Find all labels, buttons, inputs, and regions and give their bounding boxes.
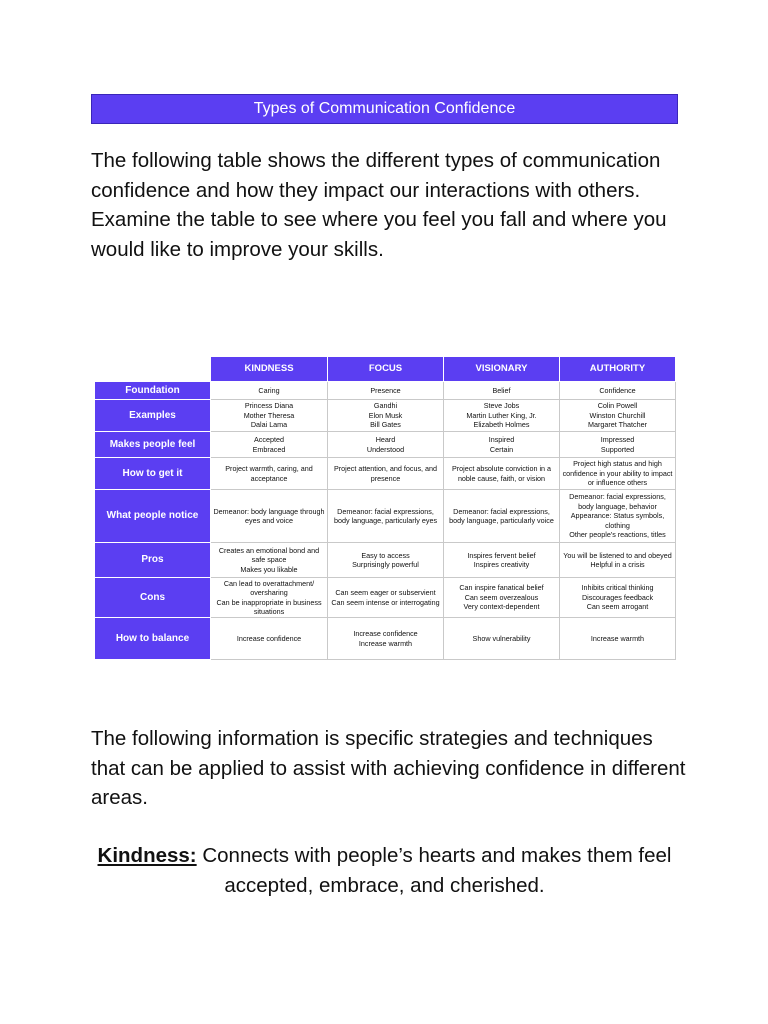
table-cell: Colin Powell Winston Churchill Margaret Thatcher (560, 400, 676, 432)
table-cell: Increase confidence Increase warmth (328, 618, 444, 660)
column-header-kindness: KINDNESS (211, 357, 328, 382)
table-row (95, 490, 676, 543)
strategies-paragraph: The following information is specific strategies and techniques that can be applied to assist with achieving confidence in different areas. (91, 727, 686, 809)
table-cell: Inspired Certain (444, 432, 560, 458)
table-cell: Confidence (560, 382, 676, 400)
intro-paragraph: The following table shows the different types of communication confidence and how they impact our interactions with others. Examine the table to see where you feel you fall and where you would like to improve your skills. (91, 149, 667, 261)
table-row (95, 543, 676, 578)
table-cell: Demeanor: facial expressions, body language, particularly voice (444, 490, 560, 543)
table-cell: Project attention, and focus, and presence (328, 458, 444, 490)
row-header-examples: Examples (95, 400, 211, 432)
table-cell: Show vulnerability (444, 618, 560, 660)
table-cell: Demeanor: facial expressions, body language, particularly eyes (328, 490, 444, 543)
row-header-makes-people-feel: Makes people feel (95, 432, 211, 458)
table-row (95, 400, 676, 432)
table-cell: Presence (328, 382, 444, 400)
table-cell: Project absolute conviction in a noble cause, faith, or vision (444, 458, 560, 490)
table-row (95, 458, 676, 490)
table-cell: Easy to access Surprisingly powerful (328, 543, 444, 578)
table-cell: Heard Understood (328, 432, 444, 458)
table-cell: Creates an emotional bond and safe space Makes you likable (211, 543, 328, 578)
table-cell: Project warmth, caring, and acceptance (211, 458, 328, 490)
table-row (95, 432, 676, 458)
row-header-what-people-notice: What people notice (95, 490, 211, 543)
table-cell: Increase warmth (560, 618, 676, 660)
table-cell: Accepted Embraced (211, 432, 328, 458)
table-cell: Gandhi Elon Musk Bill Gates (328, 400, 444, 432)
table-cell: Inhibits critical thinking Discourages feedback Can seem arrogant (560, 578, 676, 618)
table-cell: Princess Diana Mother Theresa Dalai Lama (211, 400, 328, 432)
row-header-how-to-balance: How to balance (95, 618, 211, 660)
row-header-pros: Pros (95, 543, 211, 578)
table-row (95, 618, 676, 660)
column-header-authority: AUTHORITY (560, 357, 676, 382)
table-cell: Impressed Supported (560, 432, 676, 458)
table-corner (95, 357, 211, 382)
table-cell: Can inspire fanatical belief Can seem overzealous Very context-dependent (444, 578, 560, 618)
column-header-focus: FOCUS (328, 357, 444, 382)
column-header-visionary: VISIONARY (444, 357, 560, 382)
row-header-foundation: Foundation (95, 382, 211, 400)
row-header-how-to-get-it: How to get it (95, 458, 211, 490)
table-cell: Demeanor: body language through eyes and voice (211, 490, 328, 543)
table-cell: Belief (444, 382, 560, 400)
kindness-description: Connects with people’s hearts and makes them feel accepted, embrace, and cherished. (196, 844, 672, 897)
table-cell: Demeanor: facial expressions, body language, behavior Appearance: Status symbols, clothing Other people's reactions, titles (560, 490, 676, 543)
table-header-row (95, 357, 676, 382)
kindness-paragraph (91, 841, 678, 900)
table-cell: Increase confidence (211, 618, 328, 660)
table-row (95, 578, 676, 618)
kindness-label: Kindness: (97, 844, 197, 867)
table-cell: Inspires fervent belief Inspires creativity (444, 543, 560, 578)
confidence-table (94, 356, 676, 660)
table-cell: You will be listened to and obeyed Helpful in a crisis (560, 543, 676, 578)
table-cell: Project high status and high confidence in your ability to impact or influence others (560, 458, 676, 490)
section-title: Types of Communication Confidence (91, 94, 678, 124)
table-cell: Can lead to overattachment/ oversharing Can be inappropriate in business situations (211, 578, 328, 618)
row-header-cons: Cons (95, 578, 211, 618)
table-cell: Steve Jobs Martin Luther King, Jr. Elizabeth Holmes (444, 400, 560, 432)
table-cell: Can seem eager or subservient Can seem intense or interrogating (328, 578, 444, 618)
table-row (95, 382, 676, 400)
table-cell: Caring (211, 382, 328, 400)
